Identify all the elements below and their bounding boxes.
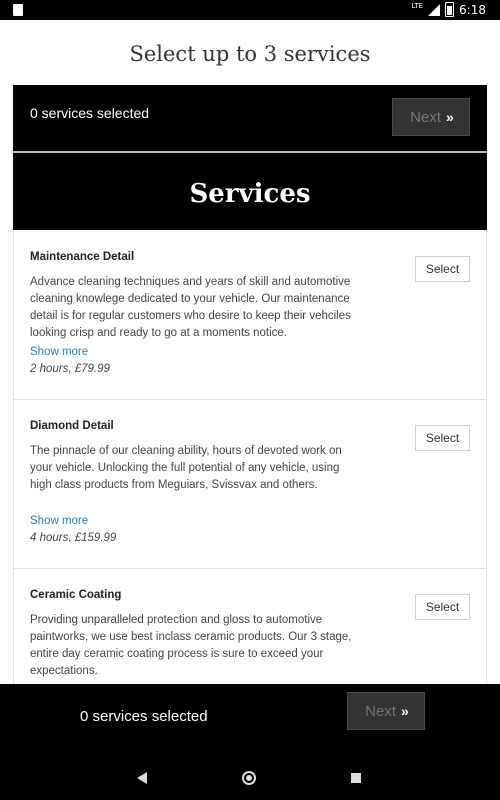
service-description: Advance cleaning techniques and years of skill and automotive cleaning knowlege dedicated to your vehicle. Our maintenance detail is for regular customers who desire to keep their vehciles looking crisp and ready to go at a moments notice. [30, 276, 351, 339]
service-card-diamond [14, 399, 486, 569]
next-button[interactable] [392, 98, 470, 136]
service-name: Maintenance Detail [30, 251, 135, 263]
battery-icon [445, 2, 454, 17]
service-duration-price: 4 hours, £159.99 [30, 532, 117, 544]
service-card-maintenance [14, 230, 486, 400]
sd-card-icon [13, 4, 23, 16]
selection-footer [0, 684, 500, 758]
network-type: LTE [411, 1, 424, 10]
service-duration-price: 2 hours, £79.99 [30, 363, 110, 375]
status-right [411, 2, 486, 17]
show-more-link[interactable]: Show more [30, 515, 89, 527]
signal-icon [428, 4, 440, 16]
service-name: Diamond Detail [30, 420, 114, 432]
next-label: Next [410, 108, 442, 126]
status-bar [0, 0, 500, 20]
select-button[interactable]: Select [415, 425, 470, 451]
selected-count: 0 services selected [80, 708, 208, 725]
select-button[interactable]: Select [415, 256, 470, 282]
home-icon[interactable] [242, 771, 256, 785]
back-icon[interactable] [137, 772, 147, 784]
clock: 6:18 [459, 2, 486, 17]
services-list[interactable] [13, 230, 487, 684]
selected-count: 0 services selected [30, 105, 150, 121]
system-nav-bar [0, 758, 500, 800]
next-button[interactable] [347, 692, 425, 730]
service-name: Ceramic Coating [30, 589, 122, 601]
service-description: The pinnacle of our cleaning ability, hours of devoted work on your vehicle. Unlocking the full potential of any vehicle, using high class products from Meguiars, Svissvax and others. [30, 445, 342, 491]
select-button[interactable]: Select [415, 594, 470, 620]
recents-icon[interactable] [351, 773, 361, 783]
selection-header [13, 85, 487, 151]
next-label: Next [365, 702, 397, 720]
chevron-double-right-icon: » [446, 109, 452, 125]
page-title: Select up to 3 services [129, 42, 371, 66]
show-more-link[interactable]: Show more [30, 346, 89, 358]
services-heading: Services [13, 153, 487, 230]
service-description: Providing unparalleled protection and gloss to automotive paintworks, we use best inclass ceramic products. Our 3 stage, entire day ceramic coating process is sure to exceed your expectations. [30, 614, 352, 677]
chevron-double-right-icon: » [401, 703, 407, 719]
